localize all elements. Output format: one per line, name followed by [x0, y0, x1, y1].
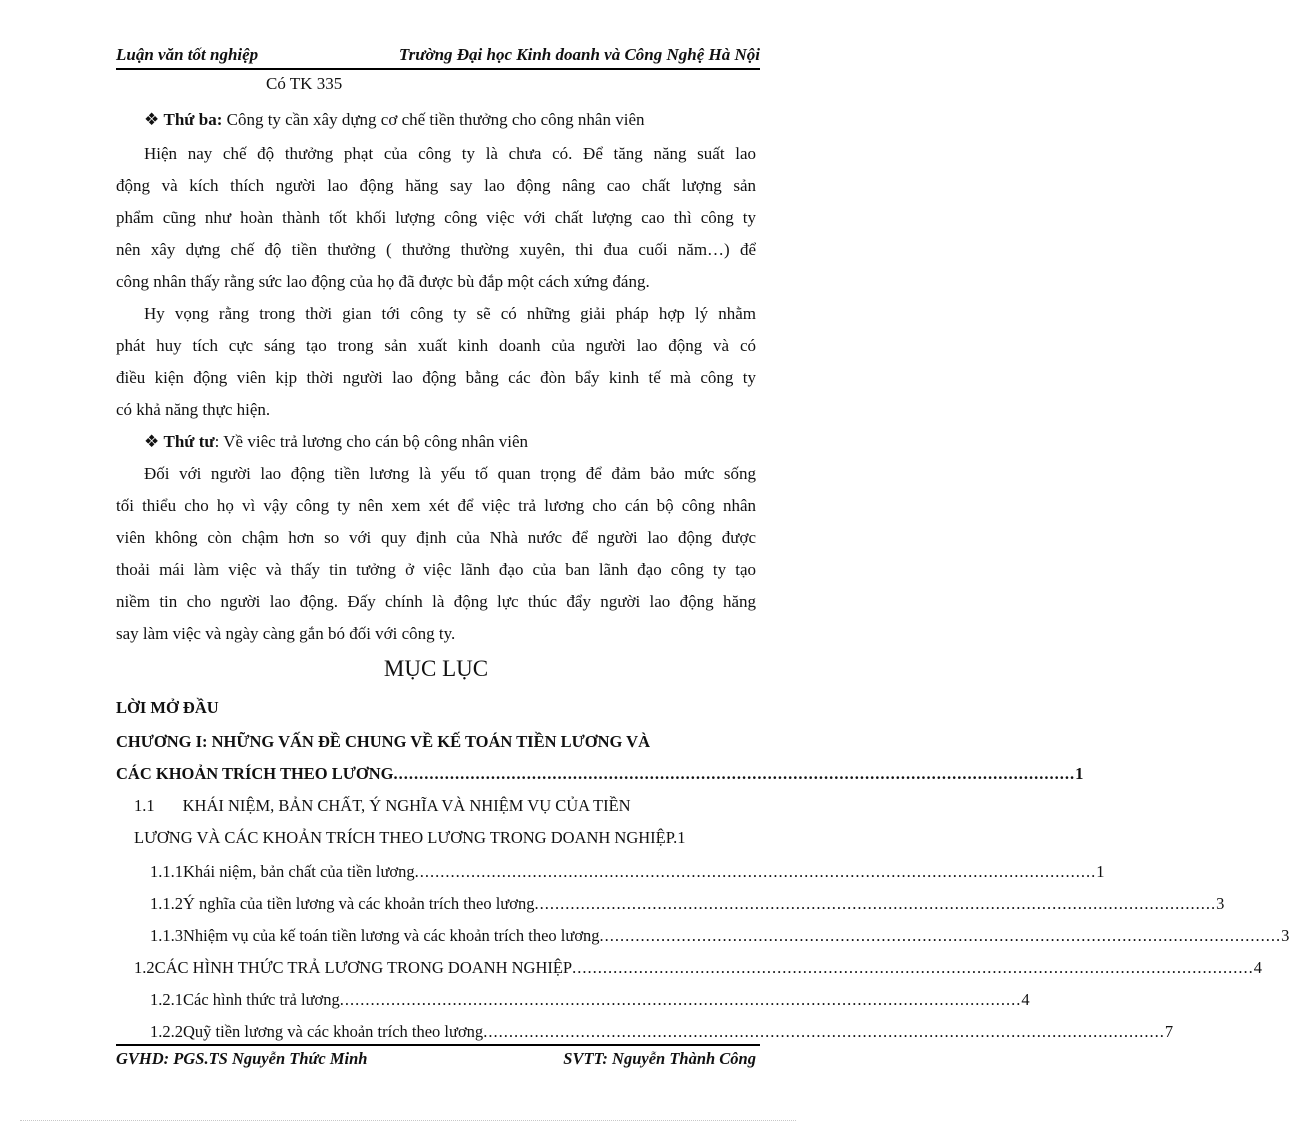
para3-line: niềm tin cho người lao động. Đấy chính là động lực thúc đẩy người lao động hăng — [116, 592, 756, 611]
account-line: Có TK 335 — [266, 74, 343, 93]
page-footer — [116, 1044, 760, 1070]
para2-line: có khả năng thực hiện. — [116, 400, 271, 419]
bullet-third: ❖ Thứ ba: Công ty cần xây dựng cơ chế tiền thưởng cho công nhân viên — [144, 110, 645, 129]
para3-line: viên không còn chậm hơn so với quy định của Nhà nước để người lao động được — [116, 528, 756, 547]
toc-entry[interactable]: 1.2 CÁC HÌNH THỨC TRẢ LƯƠNG TRONG DOANH NGHIỆP ..................................................................................................................................... 4 — [134, 958, 1262, 977]
header-thesis-label: Luận văn tốt nghiệp — [116, 45, 259, 64]
toc-section-1-1-line1[interactable]: 1.1 KHÁI NIỆM, BẢN CHẤT, Ý NGHĨA VÀ NHIỆM VỤ CỦA TIỀN — [134, 796, 631, 815]
para2-line: điều kiện động viên kịp thời người lao động bằng các đòn bẩy kinh tế mà công ty — [116, 368, 756, 387]
para3-line: thoải mái làm việc và thấy tin tưởng ở việc lãnh đạo của ban lãnh đạo công ty tạo — [116, 560, 756, 579]
header-university-name: Trường Đại học Kinh doanh và Công Nghệ Hà Nội — [398, 45, 760, 64]
toc-entry[interactable]: 1.2.2 Quỹ tiền lương và các khoản trích theo lương ..................................................................................................................................... 7 — [150, 1022, 1174, 1041]
page-header — [116, 44, 760, 70]
toc-title: MỤC LỤC — [383, 656, 489, 681]
para1-line: nên xây dựng chế độ tiền thưởng ( thưởng thường xuyên, thi đua cuối năm…) để — [116, 240, 756, 259]
para2-line: phát huy tích cực sáng tạo trong sản xuất kinh doanh của người lao động và có — [116, 336, 756, 355]
diamond-bullet-icon: ❖ — [144, 110, 164, 129]
toc-leader-dots: ..................................................................................................................................... — [393, 764, 1076, 783]
toc-leader-dots: ..................................................................................................................................... — [572, 958, 1254, 977]
toc-entry[interactable]: 1.2.1 Các hình thức trả lương ..................................................................................................................................... 4 — [150, 990, 1030, 1009]
para1-line: động và kích thích người lao động hăng say lao động nâng cao chất lượng sản — [116, 176, 756, 195]
toc-leader-dots: ..................................................................................................................................... — [534, 894, 1217, 913]
para3-line: Đối với người lao động tiền lương là yếu tố quan trọng để đảm bảo mức sống — [144, 464, 756, 483]
bullet-fourth: ❖ Thứ tư: Về viêc trả lương cho cán bộ công nhân viên — [144, 432, 529, 451]
toc-leader-dots: ..................................................................................................................................... — [483, 1022, 1165, 1041]
para3-line: tối thiểu cho họ vì vậy công ty nên xem xét để việc trả lương cho cán bộ công nhân — [116, 496, 756, 515]
toc-entry[interactable]: 1.1.1 Khái niệm, bản chất của tiền lương ..................................................................................................................................... 1 — [150, 862, 1105, 881]
para2-line: Hy vọng rằng trong thời gian tới công ty sẽ có những giải pháp hợp lý nhằm — [144, 304, 756, 323]
footer-student: SVTT: Nguyễn Thành Công — [563, 1049, 756, 1068]
toc-chapter1-line1: CHƯƠNG I: NHỮNG VẤN ĐỀ CHUNG VỀ KẾ TOÁN TIỀN LƯƠNG VÀ — [116, 732, 651, 751]
toc-leader-dots: ..................................................................................................................................... — [599, 926, 1282, 945]
toc-entry[interactable]: 1.1.3 Nhiệm vụ của kế toán tiền lương và các khoản trích theo lương ..................................................................................................................................... 3 — [150, 926, 1289, 945]
para1-line: công nhân thấy rằng sức lao động của họ đã được bù đắp một cách xứng đáng. — [116, 272, 650, 291]
toc-entry[interactable]: 1.1.2 Ý nghĩa của tiền lương và các khoản trích theo lương ..................................................................................................................................... 3 — [150, 894, 1225, 913]
toc-section-1-1-line2[interactable]: LƯƠNG VÀ CÁC KHOẢN TRÍCH THEO LƯƠNG TRONG DOANH NGHIỆP.1 — [134, 828, 686, 847]
footer-advisor: GVHD: PGS.TS Nguyễn Thức Minh — [116, 1049, 368, 1068]
page-bottom-divider — [20, 1120, 796, 1121]
toc-chapter1-entry[interactable]: CÁC KHOẢN TRÍCH THEO LƯƠNG ..................................................................................................................................... 1 — [116, 764, 1084, 783]
para3-line: say làm việc và ngày càng gắn bó đối với công ty. — [116, 624, 456, 643]
para1-line: phẩm cũng như hoàn thành tốt khối lượng công việc với chất lượng cao thì công ty — [116, 208, 756, 227]
toc-intro: LỜI MỞ ĐẦU — [116, 698, 219, 717]
toc-leader-dots: ..................................................................................................................................... — [339, 990, 1022, 1009]
diamond-bullet-icon: ❖ — [144, 432, 164, 451]
toc-leader-dots: ..................................................................................................................................... — [414, 862, 1097, 881]
para1-line: Hiện nay chế độ thưởng phạt của công ty là chưa có. Để tăng năng suất lao — [144, 144, 756, 163]
